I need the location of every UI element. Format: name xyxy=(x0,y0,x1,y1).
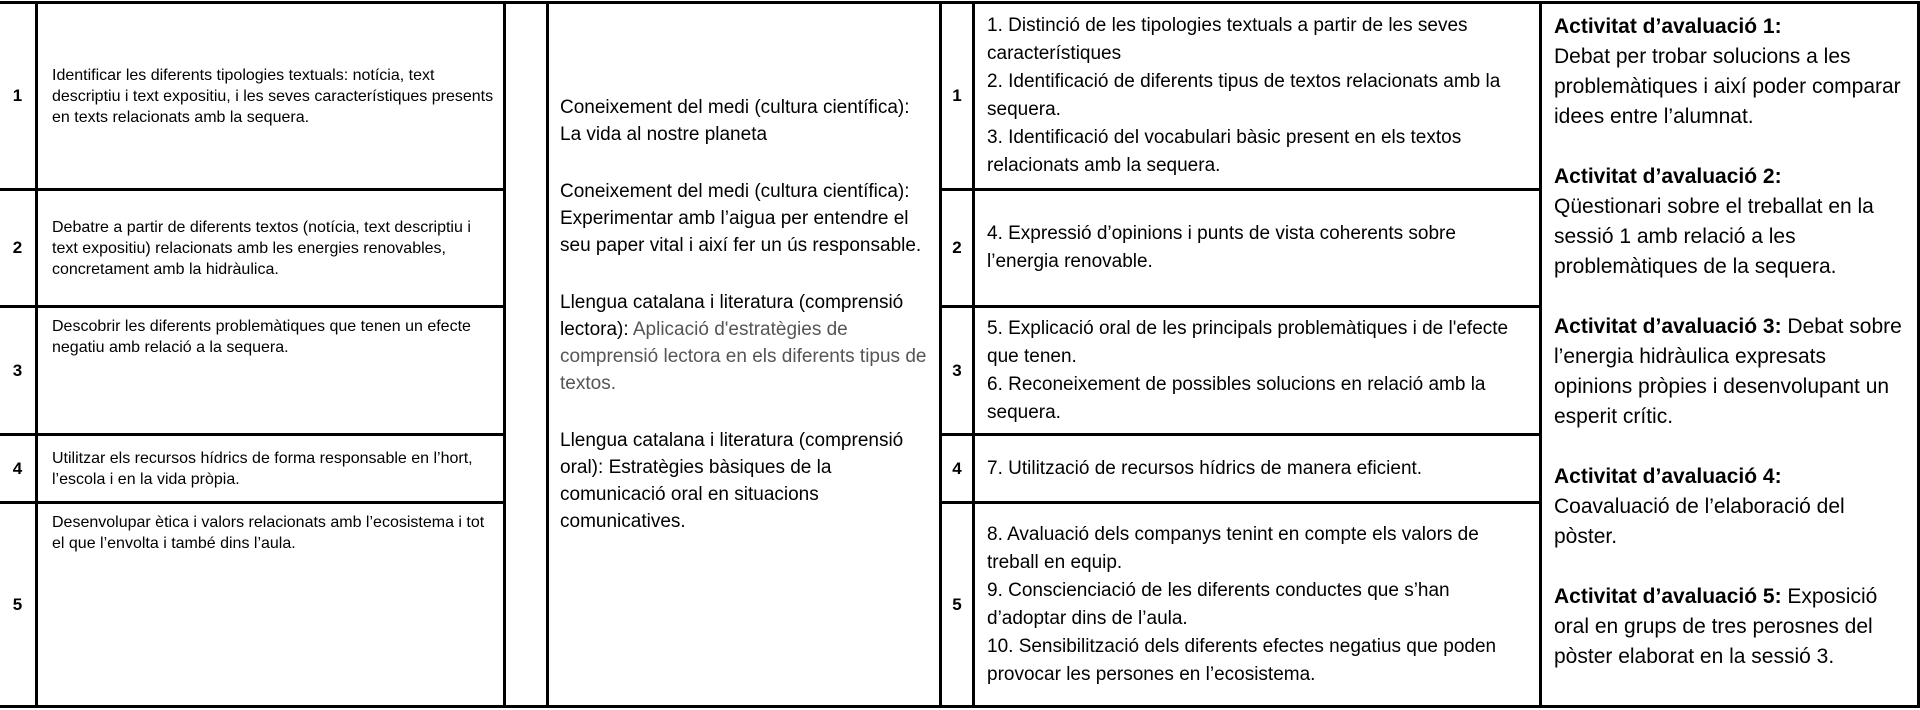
content-item: Coneixement del medi (cultura científica): La vida al nostre planeta xyxy=(560,97,910,145)
activity-title: Activitat d’avaluació 1: xyxy=(1554,15,1782,38)
activities-cell xyxy=(1542,4,1917,705)
criteria-cell xyxy=(975,436,1539,501)
objective-number: 2 xyxy=(12,238,23,257)
activity-title: Activitat d’avaluació 2: xyxy=(1554,165,1782,188)
content-item: Llengua catalana i literatura (comprensió oral): Estratègies bàsiques de la comunicació oral en situacions comunicatives. xyxy=(560,430,904,532)
criteria-cell xyxy=(975,4,1539,188)
activity-title: Activitat d’avaluació 5: xyxy=(1554,585,1782,608)
criteria-item: 5. Explicació oral de les principals problemàtiques i de l'efecte que tenen. xyxy=(987,317,1509,367)
criteria-item: 3. Identificació del vocabulari bàsic present en els textos relacionats amb la sequera. xyxy=(987,127,1462,176)
criteria-cell xyxy=(975,191,1539,305)
criteria-cell xyxy=(975,308,1539,433)
activity-item: Activitat d’avaluació 1: Debat per trobar solucions a les problemàtiques i així poder comparar idees entre l’alumnat. xyxy=(1554,15,1901,128)
objective-text: Identificar les diferents tipologies textuals: notícia, text descriptiu i text expositiu, i les seves característiques presents en texts relacionats amb la sequera. xyxy=(52,66,494,126)
table-bottom-border xyxy=(0,705,1920,708)
activity-item: Activitat d’avaluació 2: Qüestionari sobre el treballat en la sessió 1 amb relació a les problemàtiques de la sequera. xyxy=(1554,165,1874,278)
contents-cell xyxy=(549,4,939,705)
objective-number: 5 xyxy=(12,594,23,614)
objective-text: Desenvolupar ètica i valors relacionats amb l’ecosistema i tot el que l’envolta i també dins l’aula. xyxy=(52,514,485,552)
objective-text: Utilitzar els recursos hídrics de forma responsable en l’hort, l’escola i en la vida pròpia. xyxy=(52,449,473,488)
content-item-detail: Aplicació d'estratègies de comprensió lectora en els diferents tipus de textos. xyxy=(560,319,927,394)
objective-number: 4 xyxy=(12,458,23,478)
content-item: Llengua catalana i literatura (comprensió lectora): Aplicació d'estratègies de comprensió lectora en els diferents tipus de textos. xyxy=(560,292,927,394)
criteria-item: 10. Sensibilització dels diferents efectes negatius que poden provocar les persones en l’ecosistema. xyxy=(987,635,1497,685)
criteria-item: 1. Distinció de les tipologies textuals a partir de les seves característiques xyxy=(987,15,1468,64)
activity-title: Activitat d’avaluació 3: xyxy=(1554,315,1782,338)
criteria-item: 9. Conscienciació de les diferents conductes que s’han d’adoptar dins de l’aula. xyxy=(987,579,1450,629)
criteria-item: 6. Reconeixement de possibles solucions en relació amb la sequera. xyxy=(987,373,1486,423)
col-divider xyxy=(503,1,506,708)
objective-text: Debatre a partir de diferents textos (notícia, text descriptiu i text expositiu) relacionats amb les energies renovables, concretament amb la hidràulica. xyxy=(52,218,471,278)
criteria-item: 7. Utilització de recursos hídrics de manera eficient. xyxy=(987,457,1423,479)
criteria-number: 2 xyxy=(952,238,962,257)
criteria-cell xyxy=(975,504,1539,705)
criteria-number: 4 xyxy=(952,458,962,478)
activity-item: Activitat d’avaluació 4: Coavaluació de l’elaboració del pòster. xyxy=(1554,465,1845,548)
criteria-number: 5 xyxy=(952,594,962,614)
objective-text: Descobrir les diferents problemàtiques que tenen un efecte negatiu amb relació a la sequera. xyxy=(52,318,471,356)
criteria-item: 8. Avaluació dels companys tenint en compte els valors de treball en equip. xyxy=(987,523,1479,573)
activity-item: Activitat d’avaluació 3: Debat sobre l’energia hidràulica expresats opinions pròpies i desenvolupant un esperit crític. xyxy=(1554,315,1902,428)
criteria-item: 2. Identificació de diferents tipus de textos relacionats amb la sequera. xyxy=(987,71,1501,120)
content-item: Coneixement del medi (cultura científica): Experimentar amb l’aigua per entendre el seu paper vital i així fer un ús responsable. xyxy=(560,181,922,256)
criteria-item: 4. Expressió d’opinions i punts de vista coherents sobre l’energia renovable. xyxy=(987,223,1456,272)
objective-number: 3 xyxy=(12,360,23,380)
activity-title: Activitat d’avaluació 4: xyxy=(1554,465,1782,488)
activity-item: Activitat d’avaluació 5: Exposició oral en grups de tres perosnes del pòster elaborat en la sessió 3. xyxy=(1554,585,1878,668)
objective-number: 1 xyxy=(12,86,23,105)
criteria-number: 1 xyxy=(952,86,962,105)
criteria-number: 3 xyxy=(952,360,962,380)
